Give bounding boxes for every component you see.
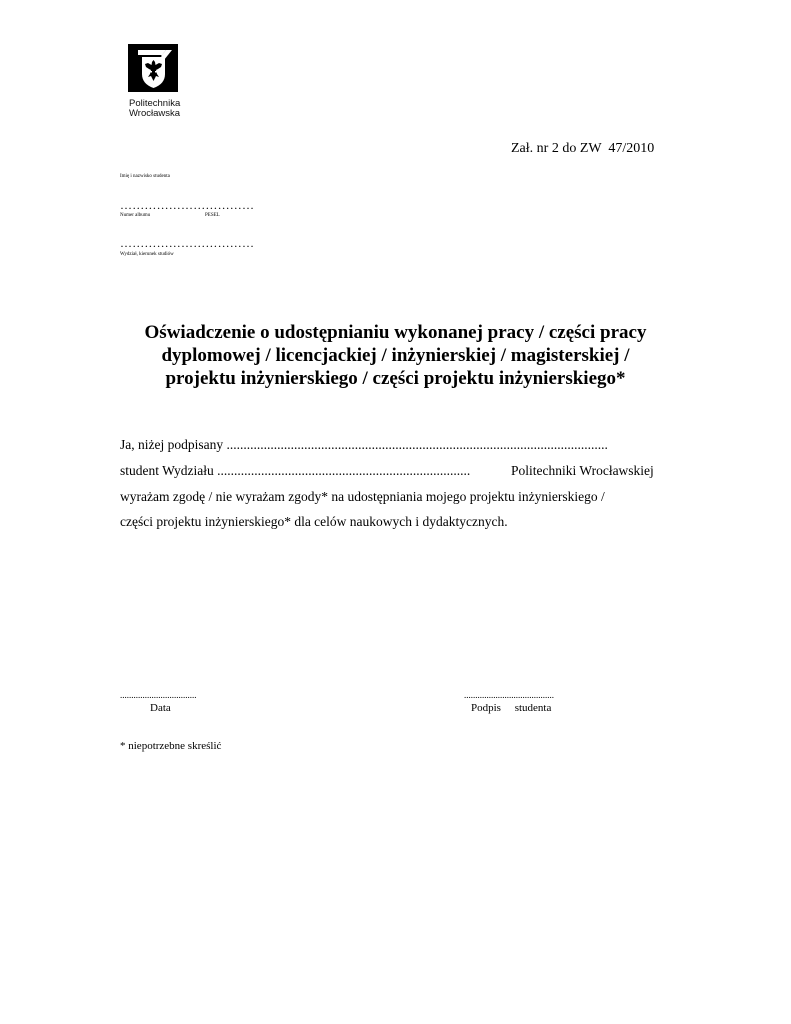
body-line-2a: student Wydziału ...........................................................................: [120, 463, 471, 478]
eagle-emblem-icon: [128, 44, 178, 92]
title-line-3: projektu inżynierskiego / części projektu inżynierskiego*: [165, 368, 626, 389]
pesel-label: PESEL: [205, 213, 220, 218]
signature-label: Podpis studenta: [471, 702, 552, 714]
album-number-label: Numer albumu: [120, 213, 151, 218]
footnote: * niepotrzebne skreślić: [120, 740, 222, 752]
album-dotted-line: ……………………………: [120, 198, 255, 212]
title-line-1: Oświadczenie o udostępnianiu wykonanej pracy / części pracy: [144, 322, 647, 343]
body-line-2b: Politechniki Wrocławskiej: [511, 463, 654, 478]
university-logo: [128, 44, 188, 124]
body-line-3: wyrażam zgodę / nie wyrażam zgody* na udostępniania mojego projektu inżynierskiego /: [120, 489, 605, 504]
date-label: Data: [150, 702, 171, 714]
faculty-dotted-line: ……………………………: [120, 236, 255, 250]
logo-wordmark: [129, 99, 180, 119]
body-line-1: Ja, niżej podpisany .................................................................................................................: [120, 437, 608, 452]
date-dotted-line: ..................................: [120, 690, 197, 700]
faculty-label: Wydział, kierunek studiów: [120, 252, 174, 257]
signature-dotted-line: ........................................: [464, 690, 554, 700]
logo-line-1: Politechnika: [129, 98, 181, 109]
student-name-label: Imię i nazwisko studenta: [120, 174, 170, 179]
title-line-2: dyplomowej / licencjackiej / inżynierskiej / magisterskiej /: [161, 345, 630, 366]
body-line-4: części projektu inżynierskiego* dla celów naukowych i dydaktycznych.: [120, 514, 508, 529]
logo-line-2: Wrocławska: [129, 108, 181, 119]
document-reference: Zał. nr 2 do ZW 47/2010: [511, 141, 655, 156]
document-title: [100, 321, 691, 390]
